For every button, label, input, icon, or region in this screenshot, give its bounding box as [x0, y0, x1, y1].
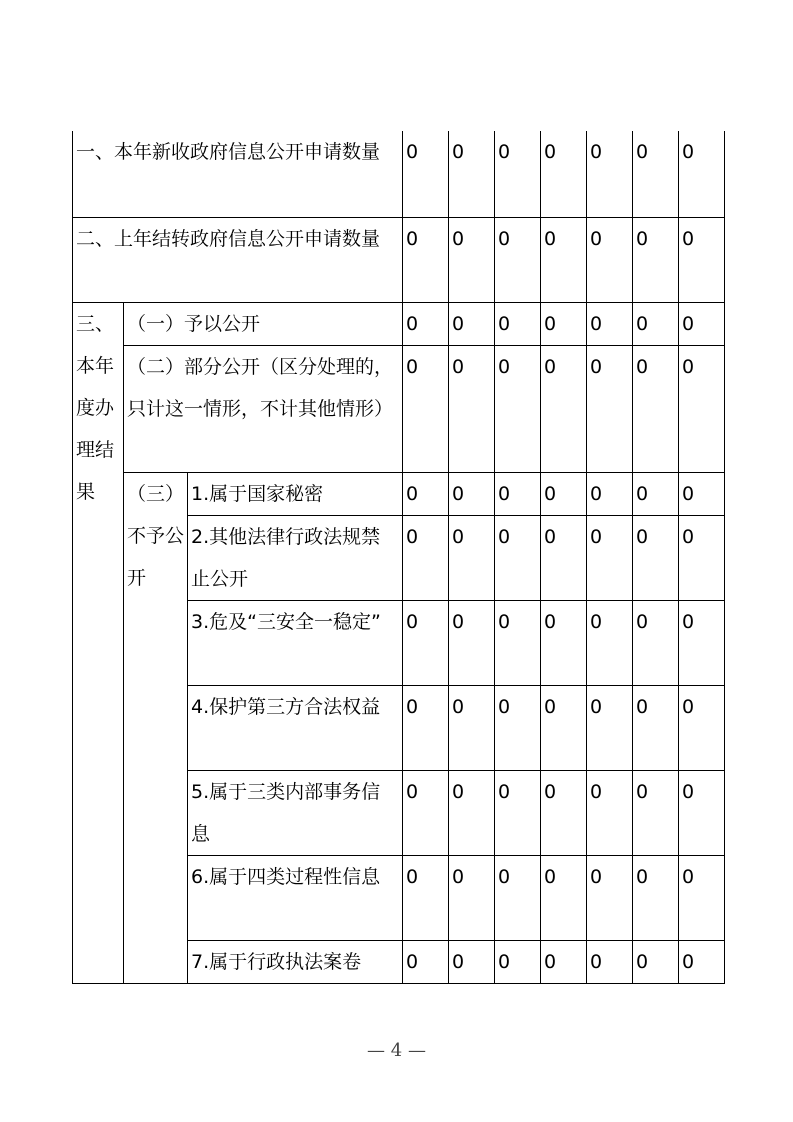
- value-cell: 0: [403, 515, 449, 600]
- value-cell: 0: [587, 600, 633, 685]
- value-cell: 0: [587, 515, 633, 600]
- value-cell: 0: [541, 515, 587, 600]
- value-cell: 0: [679, 685, 725, 770]
- value-cell: 0: [679, 345, 725, 472]
- report-table-body: [73, 131, 725, 983]
- value-cell: 0: [587, 302, 633, 345]
- table-row: [73, 472, 725, 515]
- value-cell: 0: [449, 345, 495, 472]
- value-cell: 0: [633, 685, 679, 770]
- value-cell: 0: [403, 302, 449, 345]
- value-cell: 0: [449, 855, 495, 940]
- row-label: 3.危及“三安全一稳定”: [188, 600, 403, 685]
- value-cell: 0: [403, 770, 449, 855]
- page-number: — 4 —: [367, 1040, 426, 1061]
- value-cell: 0: [587, 855, 633, 940]
- table-row: [73, 345, 725, 472]
- value-cell: 0: [495, 217, 541, 302]
- value-cell: 0: [541, 855, 587, 940]
- value-cell: 0: [541, 472, 587, 515]
- value-cell: 0: [449, 302, 495, 345]
- value-cell: 0: [679, 472, 725, 515]
- value-cell: 0: [449, 600, 495, 685]
- row-label: 二、上年结转政府信息公开申请数量: [73, 217, 403, 302]
- value-cell: 0: [679, 131, 725, 217]
- value-cell: 0: [403, 131, 449, 217]
- value-cell: 0: [679, 302, 725, 345]
- row-label: 2.其他法律行政法规禁止公开: [188, 515, 403, 600]
- value-cell: 0: [541, 131, 587, 217]
- value-cell: 0: [587, 770, 633, 855]
- value-cell: 0: [495, 131, 541, 217]
- row-label: 1.属于国家秘密: [188, 472, 403, 515]
- value-cell: 0: [587, 472, 633, 515]
- value-cell: 0: [449, 515, 495, 600]
- value-cell: 0: [495, 685, 541, 770]
- value-cell: 0: [541, 302, 587, 345]
- report-table: [72, 131, 725, 984]
- value-cell: 0: [495, 770, 541, 855]
- value-cell: 0: [541, 600, 587, 685]
- row-label: 4.保护第三方合法权益: [188, 685, 403, 770]
- value-cell: 0: [403, 217, 449, 302]
- value-cell: 0: [679, 217, 725, 302]
- value-cell: 0: [495, 940, 541, 983]
- value-cell: 0: [495, 472, 541, 515]
- value-cell: 0: [633, 217, 679, 302]
- value-cell: 0: [679, 515, 725, 600]
- value-cell: 0: [403, 940, 449, 983]
- value-cell: 0: [679, 600, 725, 685]
- row-label: （二）部分公开（区分处理的，只计这一情形，不计其他情形）: [124, 345, 403, 472]
- value-cell: 0: [633, 600, 679, 685]
- table-row: [73, 302, 725, 345]
- value-cell: 0: [449, 131, 495, 217]
- value-cell: 0: [495, 855, 541, 940]
- value-cell: 0: [449, 770, 495, 855]
- row-label: 5.属于三类内部事务信息: [188, 770, 403, 855]
- value-cell: 0: [541, 940, 587, 983]
- value-cell: 0: [449, 217, 495, 302]
- value-cell: 0: [679, 770, 725, 855]
- value-cell: 0: [633, 855, 679, 940]
- value-cell: 0: [633, 345, 679, 472]
- value-cell: 0: [633, 770, 679, 855]
- value-cell: 0: [403, 472, 449, 515]
- value-cell: 0: [587, 685, 633, 770]
- value-cell: 0: [495, 600, 541, 685]
- value-cell: 0: [633, 302, 679, 345]
- value-cell: 0: [679, 940, 725, 983]
- row-label: （一）予以公开: [124, 302, 403, 345]
- value-cell: 0: [541, 217, 587, 302]
- table-row: [73, 131, 725, 217]
- value-cell: 0: [403, 345, 449, 472]
- value-cell: 0: [587, 131, 633, 217]
- value-cell: 0: [633, 940, 679, 983]
- value-cell: 0: [587, 345, 633, 472]
- subsection-label: （三）不予公开: [124, 472, 188, 983]
- value-cell: 0: [449, 472, 495, 515]
- value-cell: 0: [541, 685, 587, 770]
- value-cell: 0: [495, 345, 541, 472]
- value-cell: 0: [587, 940, 633, 983]
- value-cell: 0: [633, 515, 679, 600]
- value-cell: 0: [541, 770, 587, 855]
- value-cell: 0: [403, 855, 449, 940]
- value-cell: 0: [495, 515, 541, 600]
- table-row: [73, 217, 725, 302]
- value-cell: 0: [633, 472, 679, 515]
- row-label: 7.属于行政执法案卷: [188, 940, 403, 983]
- value-cell: 0: [541, 345, 587, 472]
- value-cell: 0: [449, 940, 495, 983]
- section-label: 三、本年度办理结果: [73, 302, 124, 983]
- value-cell: 0: [403, 600, 449, 685]
- value-cell: 0: [679, 855, 725, 940]
- value-cell: 0: [403, 685, 449, 770]
- value-cell: 0: [633, 131, 679, 217]
- value-cell: 0: [587, 217, 633, 302]
- value-cell: 0: [495, 302, 541, 345]
- row-label: 6.属于四类过程性信息: [188, 855, 403, 940]
- value-cell: 0: [449, 685, 495, 770]
- row-label: 一、本年新收政府信息公开申请数量: [73, 131, 403, 217]
